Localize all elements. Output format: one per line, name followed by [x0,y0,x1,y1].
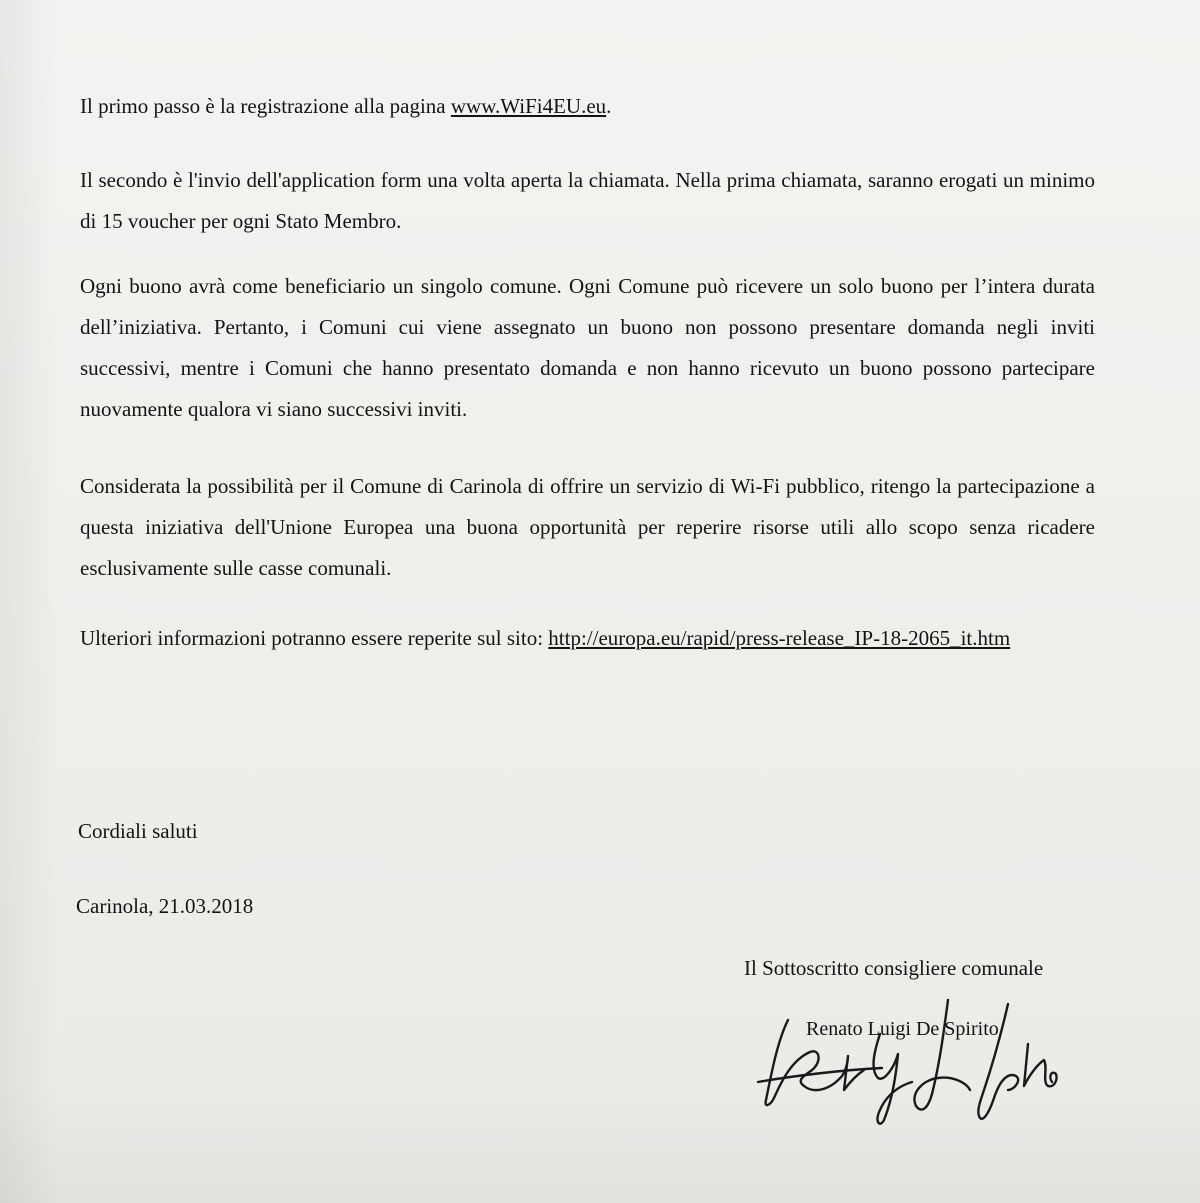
closing-greeting: Cordiali saluti [78,819,198,843]
paper-shadow [0,0,60,1203]
wifi4eu-link[interactable]: www.WiFi4EU.eu [450,94,607,118]
signatory-name: Renato Luigi De Spirito [806,1018,999,1040]
paragraph-opportunity: Considerata la possibilità per il Comune di Carinola di offrire un servizio di Wi-Fi pubblico, ritengo la partecipazione a questa iniziativa dell'Unione Europea una buona opportunità per reperire risorse utili allo scopo senza ricadere esclusivamente sulle casse comunali. [80,474,1095,580]
paragraph-voucher-rules: Ogni buono avrà come beneficiario un singolo comune. Ogni Comune può ricevere un solo buono per l’intera durata dell’iniziativa. Pertanto, i Comuni cui viene assegnato un buono non possono presentare domanda negli inviti successivi, mentre i Comuni che hanno presentato domanda e non hanno ricevuto un buono possono partecipare nuovamente qualora vi siano successivi inviti. [80,274,1095,421]
paragraph-registration-text: Il primo passo è la registrazione alla pagina [80,94,451,118]
paragraph-more-info [80,618,1095,659]
paragraph-registration [80,86,1095,127]
press-release-link[interactable]: http://europa.eu/rapid/press-release_IP-18-2065_it.htm [548,626,1011,650]
handwritten-signature [752,990,1072,1130]
signatory-title: Il Sottoscritto consigliere comunale [744,956,1044,980]
paragraph-more-info-text: Ulteriori informazioni potranno essere reperite sul sito: [80,626,549,650]
paragraph-application: Il secondo è l'invio dell'application form una volta aperta la chiamata. Nella prima chiamata, saranno erogati un minimo di 15 voucher per ogni Stato Membro. [80,168,1095,233]
place-date: Carinola, 21.03.2018 [76,894,254,918]
paragraph-registration-end: . [606,94,612,118]
